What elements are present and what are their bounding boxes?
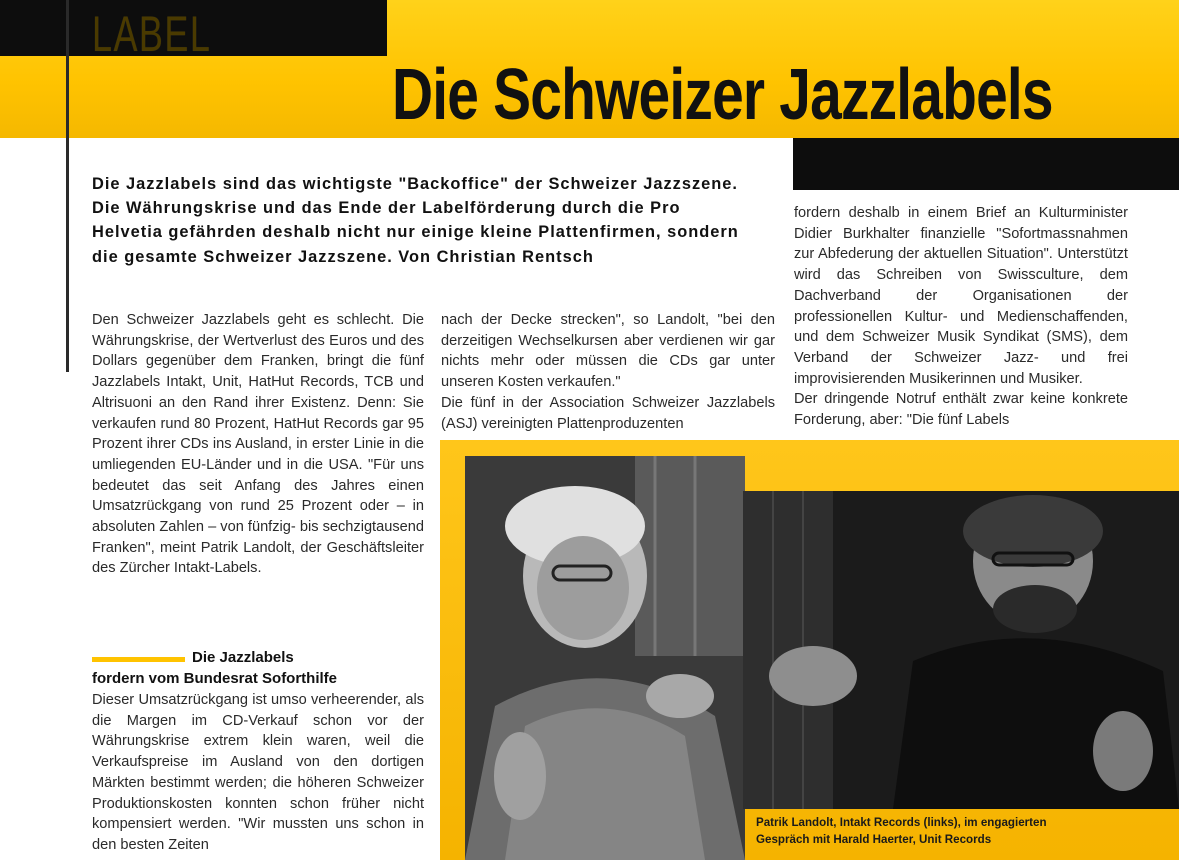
column-1-paragraph-2: Dieser Umsatzrückgang ist umso verheerender, als die Margen im CD-Verkauf schon vor der Währungskrise extrem klein waren, weil die Verkaufspreise im Ausland von den dortigen Märkten bestimmt werden; die höheren Schweizer Produktionskosten konnten schon früher nicht kompensiert werden. "Wir mussten uns schon in den besten Zeiten [92, 692, 424, 853]
subheading [92, 648, 424, 689]
column-3 [794, 203, 1128, 431]
photo-patrik-landolt [465, 456, 745, 860]
page-title: Die Schweizer Jazzlabels [392, 55, 1053, 135]
black-accent-bar [793, 138, 1179, 190]
column-2-paragraph-2: Die fünf in der Association Schweizer Jazzlabels (ASJ) vereinigten Plattenproduzenten [441, 394, 775, 432]
photo-caption [756, 815, 1166, 848]
photo-harald-haerter [743, 491, 1179, 809]
vertical-rule [66, 0, 69, 372]
column-3-paragraph-2: Der dringende Notruf enthält zwar keine konkrete Forderung, aber: "Die fünf Labels [794, 391, 1128, 429]
subheading-line-2: fordern vom Bundesrat Soforthilfe [92, 669, 338, 687]
photo-right-illustration [743, 491, 1179, 809]
column-1 [92, 310, 424, 579]
lead-paragraph: Die Jazzlabels sind das wichtigste "Backoffice" der Schweizer Jazzszene. Die Währungskrise und das Ende der Labelförderung durch die Pro Helvetia gefährden deshalb nicht nur einige kleine Plattenfirmen, sondern die gesamte Schweizer Jazzszene. Von Christian Rentsch [92, 175, 739, 266]
column-2 [441, 310, 775, 434]
section-label: LABEL [92, 6, 212, 62]
photo-left-illustration [465, 456, 745, 860]
column-1-continued [92, 690, 424, 856]
subheading-line-1: Die Jazzlabels [192, 649, 294, 666]
column-1-paragraph-1: Den Schweizer Jazzlabels geht es schlecht. Die Währungskrise, der Wertverlust des Euros und des Dollars gegenüber dem Franken, bringt die fünf Jazzlabels Intakt, Unit, HatHut Records, TCB und Altrisuoni an den Rand ihrer Existenz. Denn: Sie verkaufen rund 80 Prozent, HatHut Records gar 95 Prozent ihrer CDs ins Ausland, in erster Linie in die umliegenden EU-Länder und in die USA. "Für uns bedeutet das seit Anfang des Jahres einen Umsatzrückgang von rund 25 Prozent oder – in absoluten Zahlen – von fünfzig- bis sechzigtausend Franken", meint Patrik Landolt, der Geschäftsleiter des Zürcher Intakt-Labels. [92, 312, 424, 577]
column-2-paragraph-1: nach der Decke strecken", so Landolt, "bei den derzeitigen Wechselkursen aber verdienen wir gar nichts mehr oder müssen die CDs gar unter unseren Kosten verkaufen." [441, 312, 775, 391]
photo-caption-line-1: Patrik Landolt, Intakt Records (links), im engagierten [756, 816, 1047, 829]
column-3-paragraph-1: fordern deshalb in einem Brief an Kulturminister Didier Burkhalter finanzielle "Sofortmassnahmen zur Abfederung der aktuellen Situation". Unterstützt wird das Schreiben von Swissculture, dem Dachverband der Organisationen der professionellen Kultur- und Medienschaffenden, und dem Schweizer Musik Syndikat (SMS), dem Verband der Schweizer Jazz- und frei improvisierenden Musikerinnen und Musiker. [794, 205, 1128, 387]
photo-caption-line-2: Gespräch mit Harald Haerter, Unit Records [756, 832, 992, 846]
